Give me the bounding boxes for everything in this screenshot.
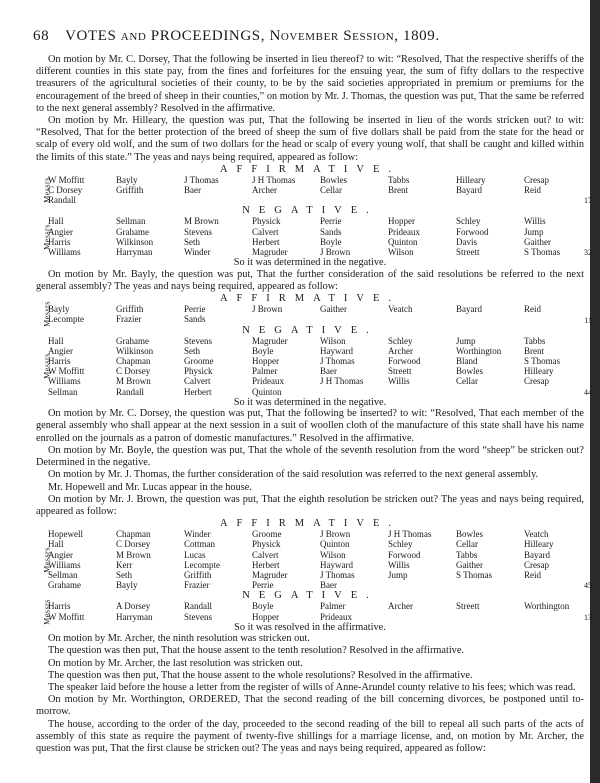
paragraph: On motion by Mr. C. Dorsey, That the following be inserted in lieu thereof? to wit: “Resolved, That the respective sheriffs of the different counties in this state pay, from the fines and forfeitures for the ensuing year, the sum of fifty dollars to the respective treasurers of the agricultural societies of their county, to be by the said societies appropriated in premium or premiums for the encouragement of the breed of sheep in their counties,” on motion by Mr. J. Thomas, the question was put, That the same be referred to the next general assembly? Resolved in the affirmative. bbox=[36, 54, 584, 114]
member-name: Harryman bbox=[116, 247, 153, 258]
member-name: Chapman bbox=[116, 355, 151, 366]
vote-list bbox=[36, 529, 592, 591]
member-name: Hall bbox=[48, 539, 64, 550]
paragraph: On motion by Mr. Hilleary, the question was put, That the following be inserted in lieu of the words stricken out? to wit: “Resolved, That for the better protection of the breed of sheep the sum of five dollars shall be paid from the state for the head or scalp of every old wolf, and the sum of two dollars for the head or scalp of every young wolf, that shall be caught and killed within the limits of this state.” The yeas and nays being required, appeared as follow: bbox=[36, 115, 584, 163]
vote-column bbox=[320, 216, 388, 257]
vote-column bbox=[184, 304, 252, 324]
member-name: Jump bbox=[456, 335, 476, 346]
session-label: November Session, bbox=[269, 28, 399, 44]
member-name: C Dorsey bbox=[48, 185, 83, 196]
member-name: Harryman bbox=[116, 611, 153, 622]
messrs-label: Messrs bbox=[42, 546, 52, 573]
member-name: Palmer bbox=[252, 366, 278, 377]
vote-heading: NEGATIVE. bbox=[242, 205, 378, 217]
member-name: Archer bbox=[388, 345, 413, 356]
vote-column bbox=[116, 529, 184, 590]
paragraph: On motion by Mr. Bayly, the question was put, That the further consideration of the said resolutions be referred to the next general assembly? The yeas and nays being required, appeared as follow: bbox=[36, 268, 584, 292]
member-name: Magruder bbox=[252, 569, 288, 580]
title-votes: VOTES bbox=[65, 28, 117, 44]
member-name: W Moffitt bbox=[48, 611, 85, 622]
vote-list bbox=[36, 216, 592, 258]
vote-list bbox=[36, 598, 592, 625]
vote-column bbox=[184, 216, 252, 257]
member-name: J Thomas bbox=[184, 174, 219, 185]
paragraph: On motion by Mr. Boyle, the question was put, That the whole of the seventh resolution from the word “sheep” be stricken out? Determined in the negative. bbox=[36, 444, 584, 469]
member-name: Bayly bbox=[116, 580, 138, 591]
member-name: Cresap bbox=[524, 376, 549, 387]
member-name: Bowles bbox=[320, 174, 347, 185]
vote-column bbox=[320, 175, 388, 206]
paragraph: On motion by Mr. Archer, the ninth resolution was stricken out. bbox=[48, 633, 310, 645]
vote-heading: NEGATIVE. bbox=[242, 324, 378, 336]
paragraph: On motion by Mr. Archer, the last resolution was stricken out. bbox=[48, 657, 303, 669]
member-name: Lecompte bbox=[184, 559, 220, 570]
member-name: Perrie bbox=[184, 304, 206, 315]
member-name: Hall bbox=[48, 335, 64, 346]
paragraph: Mr. Hopewell and Mr. Lucas appear in the house. bbox=[48, 481, 252, 493]
vote-column bbox=[48, 529, 116, 590]
member-name: Stevens bbox=[184, 226, 212, 237]
member-name: Physick bbox=[252, 539, 281, 550]
member-name: Reid bbox=[524, 569, 541, 580]
member-name: Forwood bbox=[388, 355, 421, 366]
vote-column bbox=[252, 601, 320, 621]
vote-heading: AFFIRMATIVE. bbox=[219, 293, 401, 305]
vote-column bbox=[524, 336, 592, 397]
member-name: Hilleary bbox=[456, 174, 486, 185]
member-name: J Thomas bbox=[320, 569, 355, 580]
vote-list bbox=[36, 174, 592, 206]
member-name: Hopper bbox=[252, 611, 279, 622]
member-name: Winder bbox=[184, 529, 211, 540]
vote-count: 11 bbox=[584, 315, 592, 325]
member-name: Baer bbox=[320, 366, 337, 377]
member-name: Bowles bbox=[456, 366, 483, 377]
member-name: Kerr bbox=[116, 559, 133, 570]
member-name: Schley bbox=[456, 216, 481, 227]
member-name: Williams bbox=[48, 247, 81, 258]
vote-column bbox=[388, 601, 456, 621]
vote-count: 17 bbox=[584, 196, 592, 206]
document-body bbox=[36, 54, 592, 755]
member-name: M Brown bbox=[116, 376, 151, 387]
vote-column bbox=[116, 216, 184, 257]
vote-column bbox=[388, 175, 456, 206]
vote-column bbox=[456, 601, 524, 621]
document-page bbox=[33, 28, 592, 755]
member-name: Seth bbox=[116, 569, 133, 580]
member-name: Winder bbox=[184, 247, 211, 258]
vote-column bbox=[456, 336, 524, 397]
vote-column bbox=[524, 216, 592, 257]
member-name: Jump bbox=[524, 226, 544, 237]
member-name: Frazier bbox=[184, 580, 210, 591]
member-name: M Brown bbox=[116, 549, 151, 560]
member-name: C Dorsey bbox=[116, 539, 151, 550]
member-name: Boyle bbox=[320, 236, 342, 247]
vote-column bbox=[252, 529, 320, 590]
member-name: Sands bbox=[320, 226, 342, 237]
vote-heading: AFFIRMATIVE. bbox=[219, 163, 401, 175]
messrs-label: Messrs bbox=[42, 177, 52, 203]
member-name: J H Thomas bbox=[252, 174, 296, 185]
member-name: Herbert bbox=[184, 386, 212, 397]
member-name: Forwood bbox=[456, 226, 489, 237]
member-name: Boyle bbox=[252, 601, 274, 612]
vote-column bbox=[320, 529, 388, 590]
member-name: S Thomas bbox=[524, 355, 561, 366]
member-name: Cellar bbox=[320, 185, 342, 196]
vote-column bbox=[252, 336, 320, 397]
member-name: Bayly bbox=[116, 174, 138, 185]
member-name: Palmer bbox=[320, 601, 346, 612]
vote-column bbox=[252, 216, 320, 257]
vote-column bbox=[252, 175, 320, 206]
member-name: Lecompte bbox=[48, 314, 84, 325]
vote-column bbox=[456, 216, 524, 257]
member-name: J Brown bbox=[320, 529, 351, 540]
member-name: Calvert bbox=[252, 549, 279, 560]
member-name: Hopper bbox=[252, 355, 279, 366]
vote-column bbox=[48, 336, 116, 397]
member-name: Schley bbox=[388, 335, 413, 346]
member-name: Archer bbox=[388, 601, 413, 612]
member-name: Harris bbox=[48, 236, 71, 247]
paragraph: On motion by Mr. J. Thomas, the further consideration of the said resolution was referred to the next general assembly. bbox=[48, 469, 539, 481]
member-name: J H Thomas bbox=[320, 376, 364, 387]
member-name: W Moffitt bbox=[48, 174, 85, 185]
member-name: Streett bbox=[456, 601, 480, 612]
page-number: 68 bbox=[33, 28, 50, 44]
vote-heading: AFFIRMATIVE. bbox=[219, 518, 401, 530]
member-name: Bowles bbox=[456, 529, 483, 540]
vote-column bbox=[456, 175, 524, 206]
member-name: S Thomas bbox=[524, 247, 561, 258]
member-name: Griffith bbox=[184, 569, 212, 580]
messrs-label: Messrs bbox=[42, 353, 52, 380]
member-name: Seth bbox=[184, 345, 201, 356]
vote-column bbox=[116, 304, 184, 324]
member-name: Veatch bbox=[388, 304, 413, 315]
messrs-label: Messrs bbox=[42, 224, 52, 250]
member-name: S Thomas bbox=[456, 569, 493, 580]
paragraph: The question was then put, That the house assent to the tenth resolution? Resolved in the affirmative. bbox=[48, 645, 464, 657]
vote-column bbox=[116, 601, 184, 621]
member-name: Willis bbox=[388, 376, 410, 387]
member-name: Harris bbox=[48, 601, 71, 612]
member-name: Williams bbox=[48, 559, 81, 570]
member-name: Angier bbox=[48, 226, 73, 237]
member-name: Wilson bbox=[388, 247, 414, 258]
member-name: Boyle bbox=[252, 345, 274, 356]
member-name: Hilleary bbox=[524, 539, 554, 550]
member-name: Randall bbox=[48, 195, 76, 206]
member-name: Prideaux bbox=[320, 611, 352, 622]
vote-columns bbox=[48, 336, 584, 397]
vote-column bbox=[116, 336, 184, 397]
member-name: Bland bbox=[456, 355, 478, 366]
vote-count: 13 bbox=[584, 612, 592, 622]
member-name: Tabbs bbox=[524, 335, 546, 346]
member-name: Prideaux bbox=[388, 226, 420, 237]
member-name: Griffith bbox=[116, 304, 144, 315]
member-name: Angier bbox=[48, 549, 73, 560]
vote-result: So it was resolved in the affirmative. bbox=[234, 621, 386, 633]
member-name: Tabbs bbox=[388, 174, 410, 185]
member-name: Wilson bbox=[320, 549, 346, 560]
paragraph: On motion by Mr. J. Brown, the question was put, That the eighth resolution be stricken out? The yeas and nays being required, appeared as follow: bbox=[36, 493, 584, 517]
vote-heading: NEGATIVE. bbox=[242, 590, 378, 602]
member-name: M Brown bbox=[184, 216, 219, 227]
member-name: Hopewell bbox=[48, 529, 83, 540]
member-name: Hall bbox=[48, 216, 64, 227]
member-name: Quinton bbox=[252, 386, 282, 397]
member-name: Grahame bbox=[116, 335, 149, 346]
member-name: Willis bbox=[524, 216, 546, 227]
vote-column bbox=[456, 304, 524, 324]
member-name: Randall bbox=[116, 386, 144, 397]
vote-column bbox=[48, 304, 116, 324]
member-name: Bayly bbox=[48, 304, 70, 315]
member-name: Jump bbox=[388, 569, 408, 580]
member-name: Quinton bbox=[388, 236, 418, 247]
member-name: Frazier bbox=[116, 314, 142, 325]
member-name: Stevens bbox=[184, 335, 212, 346]
vote-column bbox=[388, 216, 456, 257]
vote-column bbox=[524, 175, 592, 206]
member-name: Bayard bbox=[524, 549, 550, 560]
member-name: Griffith bbox=[116, 185, 144, 196]
member-name: Baer bbox=[320, 580, 337, 591]
vote-count: 45 bbox=[584, 581, 592, 591]
vote-column bbox=[48, 601, 116, 621]
member-name: Williams bbox=[48, 376, 81, 387]
member-name: Brent bbox=[524, 345, 544, 356]
member-name: Tabbs bbox=[456, 549, 478, 560]
vote-column bbox=[388, 529, 456, 590]
member-name: Quinton bbox=[320, 539, 350, 550]
member-name: Veatch bbox=[524, 529, 549, 540]
member-name: Cellar bbox=[456, 376, 478, 387]
member-name: Cresap bbox=[524, 174, 549, 185]
member-name: Stevens bbox=[184, 611, 212, 622]
messrs-label: Messrs bbox=[42, 598, 52, 625]
running-header bbox=[33, 28, 584, 45]
member-name: Davis bbox=[456, 236, 477, 247]
member-name: Randall bbox=[184, 601, 212, 612]
member-name: Worthington bbox=[456, 345, 502, 356]
vote-columns bbox=[48, 529, 584, 590]
vote-column bbox=[456, 529, 524, 590]
member-name: Gaither bbox=[320, 304, 347, 315]
member-name: Grahame bbox=[116, 226, 149, 237]
title-proceedings: PROCEEDINGS, bbox=[150, 28, 266, 44]
vote-column bbox=[252, 304, 320, 324]
member-name: Forwood bbox=[388, 549, 421, 560]
messrs-label: Messrs bbox=[42, 301, 52, 328]
member-name: J Brown bbox=[320, 247, 351, 258]
member-name: Gaither bbox=[524, 236, 551, 247]
vote-column bbox=[48, 175, 116, 206]
vote-columns bbox=[48, 175, 584, 206]
member-name: Wilkinson bbox=[116, 345, 154, 356]
vote-column bbox=[524, 529, 592, 590]
vote-count: 44 bbox=[584, 387, 592, 397]
paragraph: On motion by Mr. Worthington, ORDERED, That the second reading of the bill concerning divorces, be postponed until to-morrow. bbox=[36, 694, 584, 718]
member-name: Sands bbox=[184, 314, 206, 325]
member-name: Wilson bbox=[320, 335, 346, 346]
vote-column bbox=[524, 304, 592, 324]
member-name: Wilkinson bbox=[116, 236, 154, 247]
member-name: Physick bbox=[184, 366, 213, 377]
vote-column bbox=[320, 304, 388, 324]
member-name: Lucas bbox=[184, 549, 206, 560]
vote-column bbox=[388, 336, 456, 397]
member-name: Hayward bbox=[320, 559, 353, 570]
paragraph: The house, according to the order of the day, proceeded to the second reading of the bill to repeal all such parts of the acts of assembly of this state as require the payment of twenty-five shillings for a marriage license, and, on motion by Mr. Archer, the question was put, That the first clause be stricken out? The yeas and nays being required, appeared as follow: bbox=[36, 718, 584, 755]
member-name: Streett bbox=[388, 366, 412, 377]
member-name: J H Thomas bbox=[388, 529, 432, 540]
member-name: Magruder bbox=[252, 247, 288, 258]
member-name: Physick bbox=[252, 216, 281, 227]
member-name: Reid bbox=[524, 304, 541, 315]
member-name: Cottman bbox=[184, 539, 215, 550]
member-name: Perrie bbox=[320, 216, 342, 227]
vote-count: 32 bbox=[584, 248, 592, 258]
member-name: Perrie bbox=[252, 580, 274, 591]
member-name: Sellman bbox=[48, 569, 78, 580]
member-name: Hayward bbox=[320, 345, 353, 356]
member-name: Angier bbox=[48, 345, 73, 356]
member-name: A Dorsey bbox=[116, 601, 151, 612]
vote-column bbox=[48, 216, 116, 257]
member-name: Willis bbox=[388, 559, 410, 570]
member-name: W Moffitt bbox=[48, 366, 85, 377]
vote-result: So it was determined in the negative. bbox=[233, 257, 387, 269]
paragraph: On motion by Mr. C. Dorsey, the question was put, That the following be inserted? to wit: “Resolved, That each member of the general assembly who shall appear at the next session in a suit of woollen cloth of the manufacture of this state shall have his name enrolled on the journals as a patron of domestic manufactures.” Resolved in the affirmative. bbox=[36, 408, 584, 444]
vote-column bbox=[116, 175, 184, 206]
member-name: Herbert bbox=[252, 236, 280, 247]
member-name: Reid bbox=[524, 185, 541, 196]
member-name: Magruder bbox=[252, 335, 288, 346]
vote-columns bbox=[48, 304, 584, 324]
member-name: Bayard bbox=[456, 185, 482, 196]
member-name: Prideaux bbox=[252, 376, 284, 387]
member-name: Baer bbox=[184, 185, 201, 196]
member-name: Grahame bbox=[48, 580, 81, 591]
member-name: Harris bbox=[48, 355, 71, 366]
member-name: Chapman bbox=[116, 529, 151, 540]
member-name: Cellar bbox=[456, 539, 478, 550]
member-name: Schley bbox=[388, 539, 413, 550]
member-name: C Dorsey bbox=[116, 366, 151, 377]
member-name: Sellman bbox=[48, 386, 78, 397]
paragraph: The speaker laid before the house a letter from the register of wills of Anne-Arundel county relative to his fees; which was read. bbox=[48, 682, 576, 694]
vote-column bbox=[320, 336, 388, 397]
vote-column bbox=[524, 601, 592, 621]
member-name: Sellman bbox=[116, 216, 146, 227]
vote-list bbox=[36, 301, 592, 328]
member-name: Archer bbox=[252, 185, 277, 196]
member-name: Calvert bbox=[252, 226, 279, 237]
member-name: Gaither bbox=[456, 559, 483, 570]
year: 1809. bbox=[402, 28, 440, 44]
member-name: Bayard bbox=[456, 304, 482, 315]
member-name: Seth bbox=[184, 236, 201, 247]
vote-column bbox=[388, 304, 456, 324]
member-name: Herbert bbox=[252, 559, 280, 570]
vote-result: So it was determined in the negative. bbox=[233, 396, 387, 408]
member-name: Worthington bbox=[524, 601, 570, 612]
title-and: and bbox=[120, 28, 147, 44]
member-name: Groome bbox=[252, 529, 282, 540]
vote-column bbox=[320, 601, 388, 621]
member-name: Hopper bbox=[388, 216, 415, 227]
vote-column bbox=[184, 336, 252, 397]
paragraph: The question was then put, That the house assent to the whole resolutions? Resolved in the affirmative. bbox=[48, 669, 473, 681]
vote-columns bbox=[48, 216, 584, 257]
vote-column bbox=[184, 529, 252, 590]
member-name: J Thomas bbox=[320, 355, 355, 366]
vote-column bbox=[184, 601, 252, 621]
vote-list bbox=[36, 335, 592, 397]
member-name: Cresap bbox=[524, 559, 549, 570]
member-name: Brent bbox=[388, 185, 408, 196]
vote-columns bbox=[48, 601, 584, 621]
member-name: Hilleary bbox=[524, 366, 554, 377]
vote-column bbox=[184, 175, 252, 206]
member-name: Groome bbox=[184, 355, 214, 366]
member-name: J Brown bbox=[252, 304, 283, 315]
member-name: Streett bbox=[456, 247, 480, 258]
member-name: Calvert bbox=[184, 376, 211, 387]
